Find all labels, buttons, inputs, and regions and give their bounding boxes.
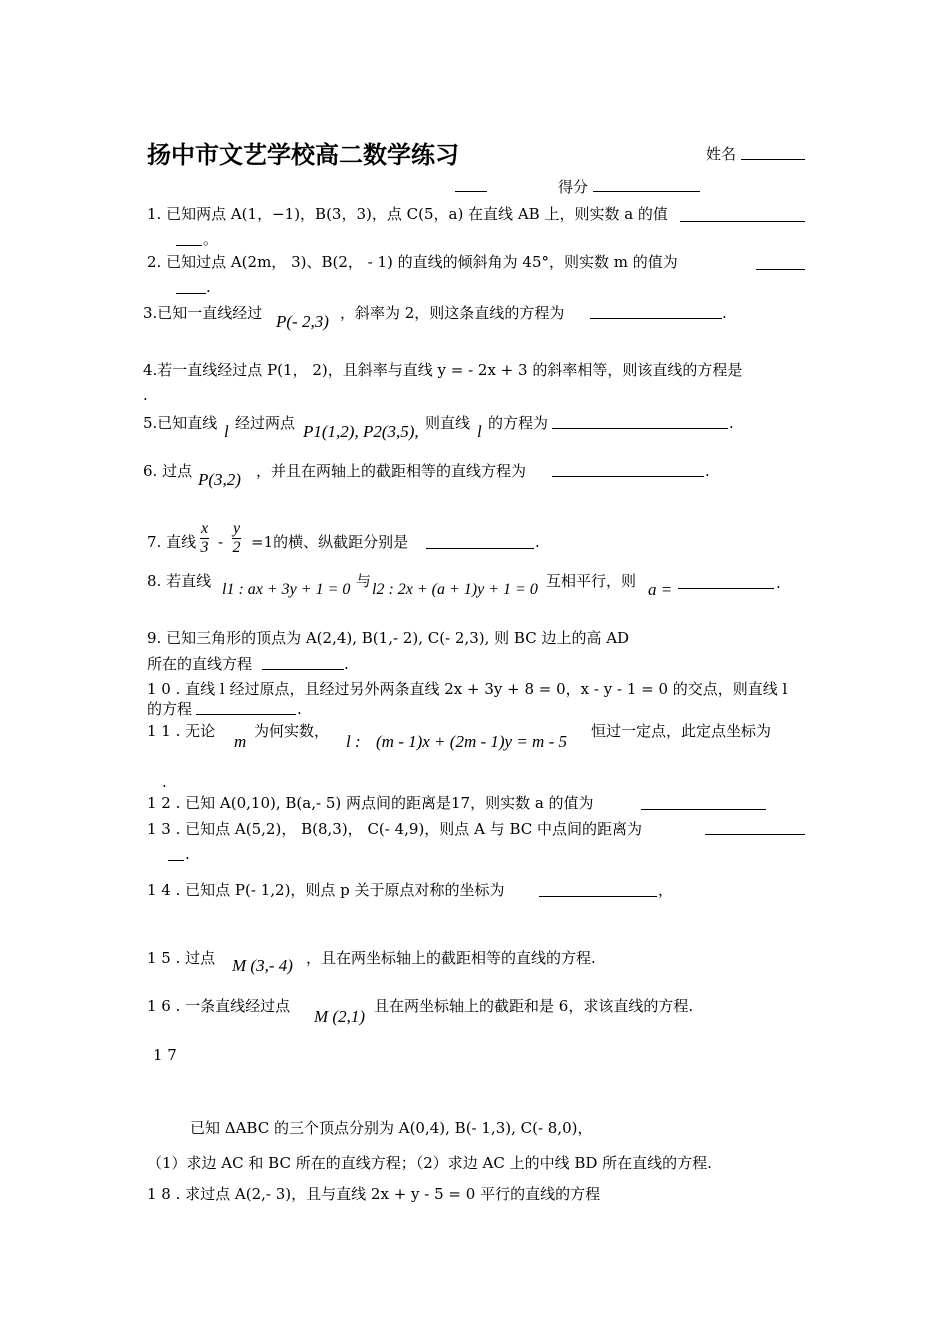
- line-l-symbol-2: l: [477, 422, 482, 441]
- name-label: 姓名: [706, 145, 737, 163]
- question-1-end: 。: [203, 230, 219, 248]
- answer-blank-1[interactable]: [680, 221, 805, 222]
- question-16-text: 且在两坐标轴上的截距和是 6，求该直线的方程.: [374, 997, 694, 1015]
- score-blank[interactable]: [593, 191, 700, 192]
- question-17-number: 1 7: [153, 1046, 177, 1064]
- question-9-end: .: [344, 655, 349, 673]
- question-2: 2. 已知过点 A(2m， 3)、B(2， - 1) 的直线的倾斜角为 45°，则实数 m 的值为: [147, 253, 678, 271]
- question-13: 1 3 . 已知点 A(5,2)， B(8,3)， C(- 4,9)，则点 A 与 BC 中点间的距离为: [147, 820, 642, 838]
- minus-sign: -: [218, 533, 224, 551]
- line-l1-equation: l1 : ax + 3y + 1 = 0: [222, 581, 351, 598]
- answer-blank-14[interactable]: [539, 896, 657, 897]
- name-blank[interactable]: [741, 159, 805, 160]
- question-11-prefix: 1 1 . 无论: [147, 722, 216, 740]
- question-11-mid: 为何实数，: [254, 722, 330, 740]
- question-6-prefix: 6. 过点: [143, 462, 193, 480]
- answer-blank-1-cont[interactable]: [176, 245, 202, 246]
- point-p-math: P(- 2,3): [276, 312, 329, 331]
- question-13-end: .: [185, 845, 190, 863]
- points-p1-p2-math: P1(1,2), P2(3,5),: [303, 422, 419, 441]
- question-17: 已知 ΔABC 的三个顶点分别为 A(0,4), B(- 1,3), C(- 8,0)，: [190, 1119, 593, 1137]
- question-15-prefix: 1 5 . 过点: [147, 949, 216, 967]
- question-17-parts: （1）求边 AC 和 BC 所在的直线方程；（2）求边 AC 上的中线 BD 所在直线的方程.: [147, 1154, 712, 1172]
- question-4-end: .: [143, 386, 148, 404]
- question-3-prefix: 3.已知一直线经过: [143, 304, 263, 322]
- question-8-end: .: [776, 574, 781, 592]
- question-7-end: .: [535, 533, 540, 551]
- answer-blank-3[interactable]: [590, 318, 722, 319]
- question-5-post2: 的方程为: [488, 414, 549, 432]
- question-1: 1. 已知两点 A(1，−1)，B(3，3)，点 C(5，a) 在直线 AB 上，则实数 a 的值: [147, 205, 668, 223]
- fraction-y-over-2: $\frac{y}{2}$: [232, 520, 241, 556]
- question-15-text: ，且在两坐标轴上的截距相等的直线的方程.: [306, 949, 596, 967]
- answer-blank-13-cont[interactable]: [168, 860, 184, 861]
- question-5-prefix: 5.已知直线: [143, 414, 218, 432]
- question-8-and: 与: [356, 572, 372, 590]
- question-10-end: .: [297, 700, 302, 718]
- question-6-end: .: [705, 462, 710, 480]
- answer-blank-2-cont[interactable]: [176, 293, 206, 294]
- answer-blank-13[interactable]: [705, 834, 805, 835]
- question-9: 9. 已知三角形的顶点为 A(2,4), B(1,- 2), C(- 2,3), 则 BC 边上的高 AD: [147, 629, 630, 647]
- question-8-text: 互相平行，则: [546, 572, 637, 590]
- question-5-post: 则直线: [425, 414, 471, 432]
- answer-blank-7[interactable]: [426, 548, 534, 549]
- line-l2-equation: l2 : 2x + (a + 1)y + 1 = 0: [372, 581, 538, 598]
- question-14-end: ，: [658, 881, 674, 899]
- answer-blank-12[interactable]: [641, 809, 766, 810]
- question-6-text: ，并且在两轴上的截距相等的直线方程为: [256, 462, 527, 480]
- answer-blank-6[interactable]: [552, 476, 704, 477]
- question-9-line2: 所在的直线方程: [147, 655, 253, 673]
- answer-blank-2[interactable]: [756, 269, 805, 270]
- question-10-line2: 的方程: [147, 700, 193, 718]
- question-2-end: .: [206, 278, 211, 296]
- question-3-text: ，斜率为 2，则这条直线的方程为: [340, 304, 565, 322]
- question-5-end: .: [729, 414, 734, 432]
- variable-a: a =: [648, 580, 673, 599]
- fraction-x-over-3: $\frac{x}{3}$: [200, 520, 209, 556]
- answer-blank-5[interactable]: [552, 428, 728, 429]
- header-blank[interactable]: [455, 191, 487, 192]
- question-7-text: =1的横、纵截距分别是: [251, 533, 409, 551]
- variable-m: m: [234, 732, 247, 751]
- point-m-math-16: M (2,1): [314, 1007, 365, 1026]
- question-10: 1 0 . 直线 l 经过原点，且经过另外两条直线 2x + 3y + 8 = 0，x - y - 1 = 0 的交点，则直线 l: [147, 680, 788, 698]
- question-18: 1 8 . 求过点 A(2,- 3)，且与直线 2x + y - 5 = 0 平行的直线的方程: [147, 1185, 601, 1203]
- question-11-text: 恒过一定点，此定点坐标为: [591, 722, 772, 740]
- point-p-math-6: P(3,2): [198, 470, 241, 489]
- line-family-equation: (m - 1)x + (2m - 1)y = m - 5: [376, 732, 567, 751]
- question-16-prefix: 1 6 . 一条直线经过点: [147, 997, 291, 1015]
- answer-blank-10[interactable]: [196, 714, 296, 715]
- question-5-mid: 经过两点: [235, 414, 296, 432]
- line-l-label: l :: [346, 732, 361, 751]
- question-8-prefix: 8. 若直线: [147, 572, 212, 590]
- question-4: 4.若一直线经过点 P(1， 2)，且斜率与直线 y = - 2x + 3 的斜率相等，则该直线的方程是: [143, 361, 743, 379]
- question-11-end: .: [162, 773, 167, 791]
- answer-blank-8[interactable]: [678, 588, 774, 589]
- answer-blank-9[interactable]: [262, 669, 344, 670]
- question-14: 1 4 . 已知点 P(- 1,2)，则点 p 关于原点对称的坐标为: [147, 881, 505, 899]
- point-m-math: M (3,- 4): [232, 956, 293, 975]
- score-label: 得分: [558, 178, 589, 196]
- line-l-symbol: l: [224, 422, 229, 441]
- question-12: 1 2 . 已知 A(0,10), B(a,- 5) 两点间的距离是17，则实数 a 的值为: [147, 794, 594, 812]
- page-title: 扬中市文艺学校高二数学练习: [147, 141, 459, 169]
- question-3-end: .: [722, 304, 727, 322]
- question-7-prefix: 7. 直线: [147, 533, 197, 551]
